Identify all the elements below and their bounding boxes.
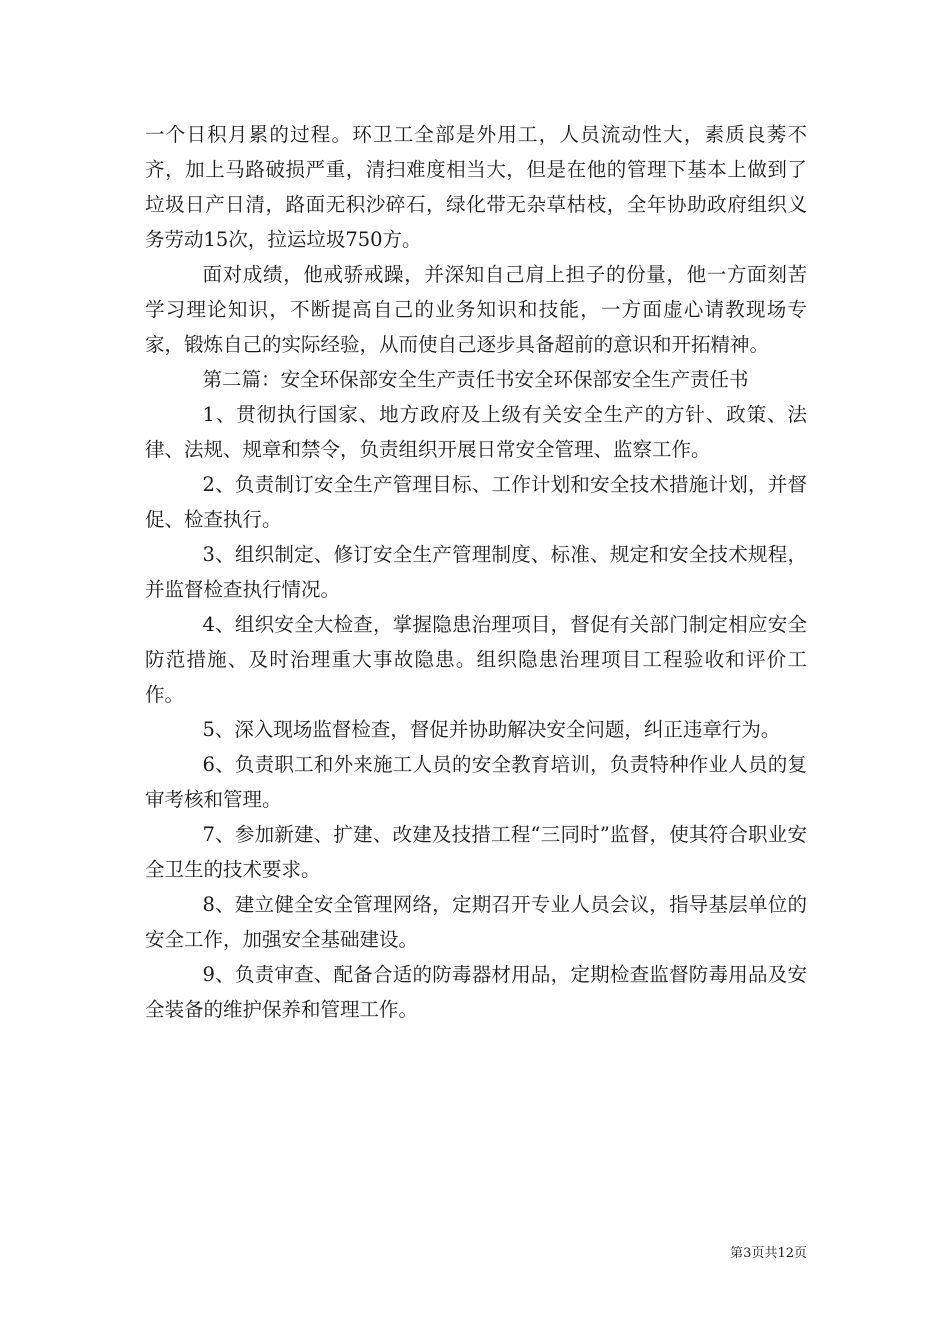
list-item: 3、组织制定、修订安全生产管理制度、标准、规定和安全技术规程，并监督检查执行情况。 <box>145 543 807 601</box>
paragraph-continuation: 一个日积月累的过程。环卫工全部是外用工，人员流动性大，素质良莠不齐，加上马路破损严重，清扫难度相当大，但是在他的管理下基本上做到了垃圾日产日清，路面无积沙碎石，绿化带无杂草枯枝，全年协助政府组织义务劳动15次，拉运垃圾750方。 <box>145 123 807 251</box>
list-item: 8、建立健全安全管理网络，定期召开专业人员会议，指导基层单位的安全工作，加强安全基础建设。 <box>145 893 807 951</box>
section-heading: 第二篇：安全环保部安全生产责任书安全环保部安全生产责任书 <box>202 368 749 391</box>
page-number-footer: 第3页共12页 <box>730 1246 807 1261</box>
list-item: 7、参加新建、扩建、改建及技措工程“三同时”监督，使其符合职业安全卫生的技术要求。 <box>145 823 807 881</box>
list-item: 9、负责审查、配备合适的防毒器材用品，定期检查监督防毒用品及安全装备的维护保养和管理工作。 <box>145 963 807 1021</box>
list-item: 1、贯彻执行国家、地方政府及上级有关安全生产的方针、政策、法律、法规、规章和禁令，负责组织开展日常安全管理、监察工作。 <box>145 403 807 461</box>
list-item: 4、组织安全大检查，掌握隐患治理项目，督促有关部门制定相应安全防范措施、及时治理重大事故隐患。组织隐患治理项目工程验收和评价工作。 <box>145 613 807 706</box>
paragraph: 面对成绩，他戒骄戒躁，并深知自己肩上担子的份量，他一方面刻苦学习理论知识，不断提高自己的业务知识和技能，一方面虚心请教现场专家，锻炼自己的实际经验，从而使自己逐步具备超前的意识和开拓精神。 <box>145 263 807 356</box>
list-item: 2、负责制订安全生产管理目标、工作计划和安全技术措施计划，并督促、检查执行。 <box>145 473 807 531</box>
list-item: 5、深入现场监督检查，督促并协助解决安全问题，纠正违章行为。 <box>202 718 781 741</box>
list-item: 6、负责职工和外来施工人员的安全教育培训，负责特种作业人员的复审考核和管理。 <box>145 753 807 811</box>
document-body <box>145 117 807 1027</box>
